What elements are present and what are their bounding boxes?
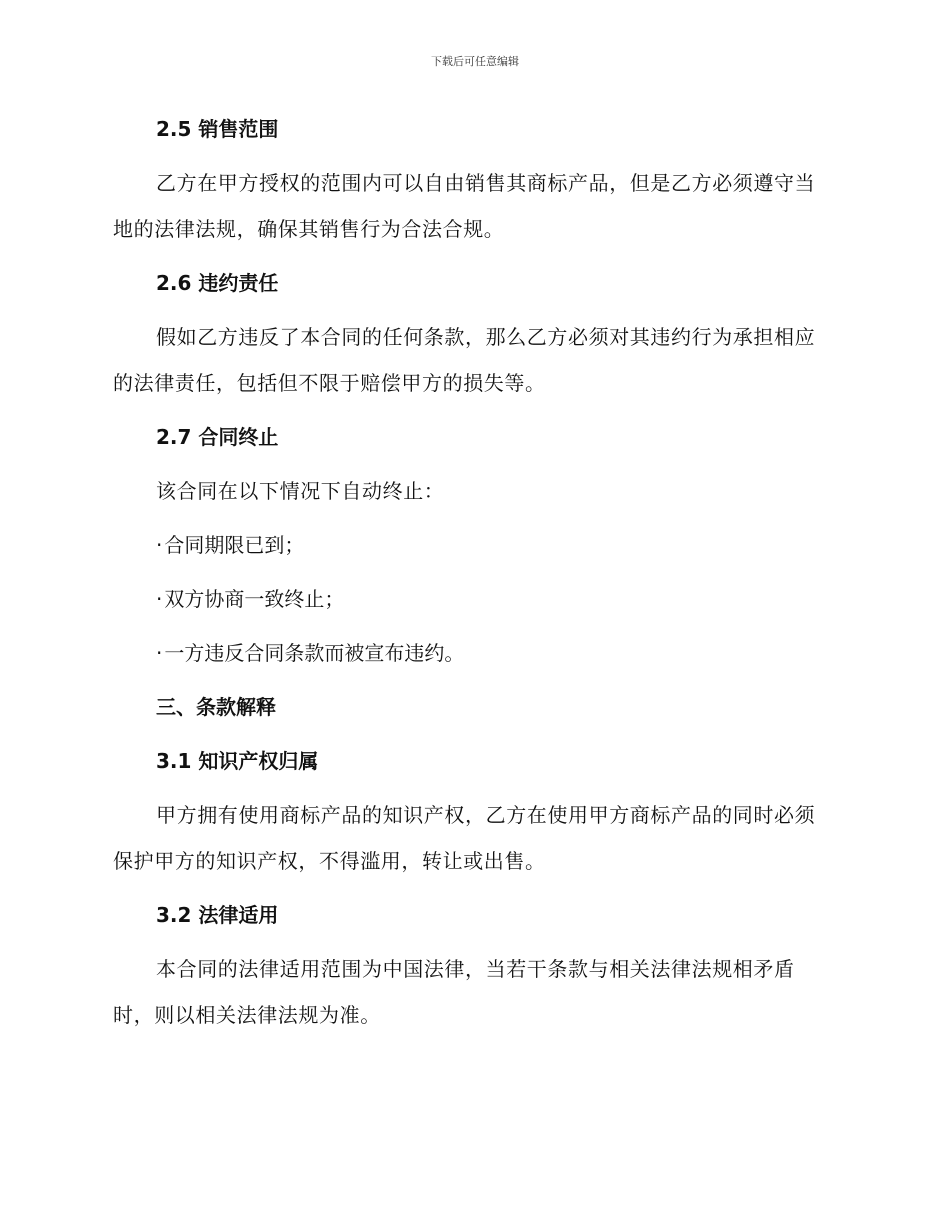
page-header: 下载后可任意编辑 [431,55,519,68]
list-item-text: 合同期限已到； [164,533,305,557]
list-item-text: 一方违反合同条款而被宣布违约。 [164,641,465,665]
paragraph-termination-intro: 该合同在以下情况下自动终止： [156,479,445,503]
chapter-heading-3: 三、条款解释 [156,695,276,719]
list-item [113,522,833,568]
list-item-text: 双方协商一致终止； [164,587,345,611]
paragraph-sales-scope: 乙方在甲方授权的范围内可以自由销售其商标产品，但是乙方必须遵守当地的法律法规，确保其销售行为合法合规。 [113,171,816,241]
bullet-marker: · [156,641,163,665]
paragraph-ip-ownership: 甲方拥有使用商标产品的知识产权，乙方在使用甲方商标产品的同时必须保护甲方的知识产权，不得滥用，转让或出售。 [113,803,816,873]
section-heading-2-5: 2.5 销售范围 [156,117,279,141]
section-heading-2-6: 2.6 违约责任 [156,271,279,295]
bullet-marker: · [156,587,163,611]
paragraph-breach-liability: 假如乙方违反了本合同的任何条款，那么乙方必须对其违约行为承担相应的法律责任，包括但不限于赔偿甲方的损失等。 [113,325,816,395]
bullet-marker: · [156,533,163,557]
document-body [113,106,833,1046]
section-heading-2-7: 2.7 合同终止 [156,425,279,449]
section-heading-3-1: 3.1 知识产权归属 [156,749,319,773]
list-item [113,576,833,622]
list-item [113,630,833,676]
section-heading-3-2: 3.2 法律适用 [156,903,279,927]
paragraph-applicable-law: 本合同的法律适用范围为中国法律，当若干条款与相关法律法规相矛盾时，则以相关法律法规为准。 [113,957,795,1027]
